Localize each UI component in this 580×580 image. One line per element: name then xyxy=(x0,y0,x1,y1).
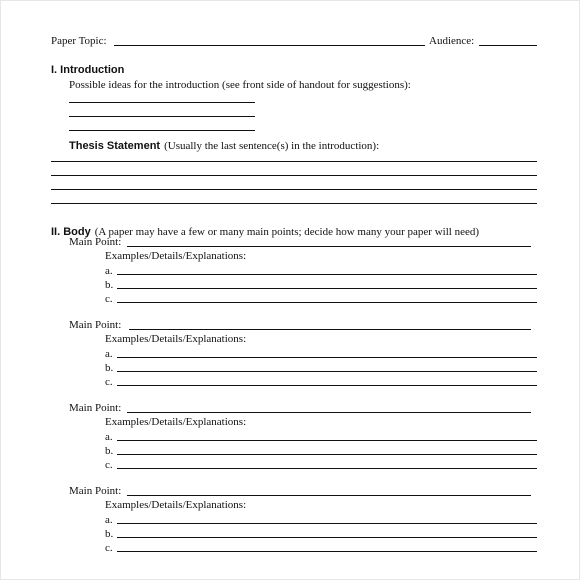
audience-line[interactable] xyxy=(479,45,537,46)
intro-idea-line[interactable] xyxy=(69,130,255,131)
examples-label: Examples/Details/Explanations: xyxy=(105,499,247,511)
item-c-label: c. xyxy=(105,542,113,554)
thesis-line[interactable] xyxy=(51,161,537,162)
audience-label: Audience: xyxy=(429,35,475,47)
intro-idea-line[interactable] xyxy=(69,116,255,117)
main-point-line[interactable] xyxy=(127,246,531,247)
item-c-label: c. xyxy=(105,376,113,388)
item-b-line[interactable] xyxy=(117,537,537,538)
thesis-line[interactable] xyxy=(51,189,537,190)
examples-label: Examples/Details/Explanations: xyxy=(105,333,247,345)
main-point-label: Main Point: xyxy=(69,319,122,331)
body-note: (A paper may have a few or many main points; decide how many your paper will need) xyxy=(94,226,479,238)
paper-topic-label: Paper Topic: xyxy=(51,35,107,47)
item-a-label: a. xyxy=(105,431,113,443)
item-a-label: a. xyxy=(105,265,113,277)
intro-idea-line[interactable] xyxy=(69,102,255,103)
main-point-label: Main Point: xyxy=(69,485,122,497)
item-c-line[interactable] xyxy=(117,385,537,386)
examples-label: Examples/Details/Explanations: xyxy=(105,250,247,262)
thesis-statement-heading: Thesis Statement xyxy=(69,140,161,152)
item-a-line[interactable] xyxy=(117,274,537,275)
item-a-label: a. xyxy=(105,514,113,526)
thesis-statement-note: (Usually the last sentence(s) in the introduction): xyxy=(164,140,380,152)
paper-topic-line[interactable] xyxy=(114,45,425,46)
introduction-prompt: Possible ideas for the introduction (see front side of handout for suggestions): xyxy=(69,79,411,91)
item-b-label: b. xyxy=(105,279,114,291)
item-b-line[interactable] xyxy=(117,371,537,372)
main-point-line[interactable] xyxy=(127,495,531,496)
body-heading: II. Body xyxy=(51,226,91,238)
item-a-line[interactable] xyxy=(117,440,537,441)
item-b-line[interactable] xyxy=(117,454,537,455)
item-a-line[interactable] xyxy=(117,357,537,358)
main-point-line[interactable] xyxy=(129,329,531,330)
item-c-label: c. xyxy=(105,459,113,471)
item-a-label: a. xyxy=(105,348,113,360)
thesis-line[interactable] xyxy=(51,203,537,204)
examples-label: Examples/Details/Explanations: xyxy=(105,416,247,428)
item-c-label: c. xyxy=(105,293,113,305)
thesis-line[interactable] xyxy=(51,175,537,176)
item-a-line[interactable] xyxy=(117,523,537,524)
item-c-line[interactable] xyxy=(117,551,537,552)
main-point-label: Main Point: xyxy=(69,402,122,414)
item-b-line[interactable] xyxy=(117,288,537,289)
item-c-line[interactable] xyxy=(117,468,537,469)
item-b-label: b. xyxy=(105,528,114,540)
main-point-line[interactable] xyxy=(127,412,531,413)
main-point-label: Main Point: xyxy=(69,236,122,248)
item-c-line[interactable] xyxy=(117,302,537,303)
thesis-statement-row xyxy=(69,136,379,154)
introduction-heading: I. Introduction xyxy=(51,64,125,76)
item-b-label: b. xyxy=(105,445,114,457)
item-b-label: b. xyxy=(105,362,114,374)
